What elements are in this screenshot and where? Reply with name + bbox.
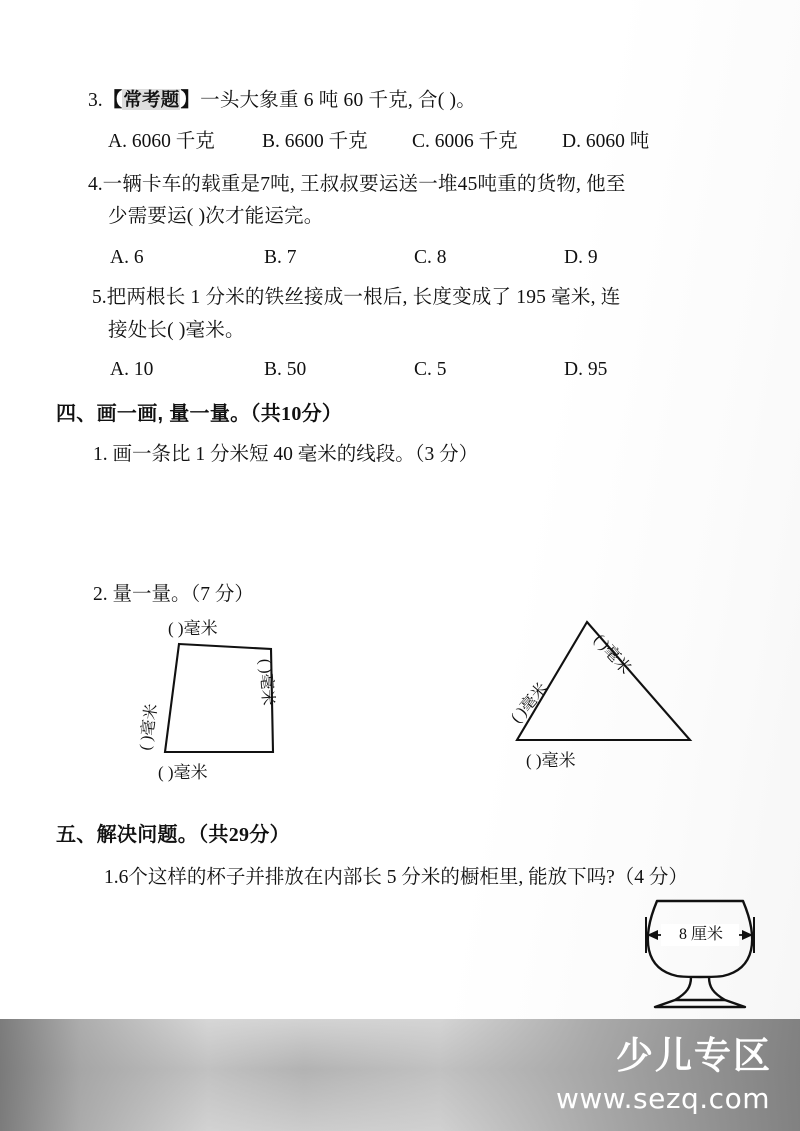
question-3-tag: 常考题 bbox=[123, 89, 180, 110]
question-3-bracket-close: 】 bbox=[180, 90, 201, 111]
trapezoid-figure bbox=[110, 608, 350, 798]
trapezoid-top-label: ( )毫米 bbox=[168, 619, 218, 638]
triangle-left-label: ( )毫米 bbox=[507, 680, 552, 727]
section-five-heading-text: 五、解决问题。 bbox=[56, 824, 199, 846]
question-4-option-d[interactable]: D. 9 bbox=[564, 247, 598, 268]
question-4-option-a[interactable]: A. 6 bbox=[110, 247, 144, 268]
section-five-heading-points: （共29分） bbox=[198, 824, 290, 846]
watermark-url: www.sezq.com bbox=[555, 1082, 770, 1115]
watermark-band bbox=[0, 1019, 800, 1131]
trapezoid-bottom-label: ( )毫米 bbox=[158, 763, 208, 782]
section-four-question-2: 2. 量一量。（7 分） bbox=[93, 584, 254, 605]
section-five-heading bbox=[56, 818, 290, 847]
watermark-logo: 少儿专区 bbox=[616, 1034, 772, 1077]
section-five-question-1: 1.6个这样的杯子并排放在内部长 5 分米的橱柜里, 能放下吗?（4 分） bbox=[104, 867, 688, 888]
question-3-option-c[interactable]: C. 6006 千克 bbox=[412, 131, 518, 152]
question-3-option-b[interactable]: B. 6600 千克 bbox=[262, 131, 368, 152]
question-5-option-c[interactable]: C. 5 bbox=[414, 359, 447, 380]
question-5-stem-line1 bbox=[92, 285, 620, 311]
question-4-number: 4. bbox=[88, 174, 103, 195]
question-3-option-d[interactable]: D. 6060 吨 bbox=[562, 131, 650, 152]
triangle-bottom-label: ( )毫米 bbox=[526, 751, 576, 770]
question-3-stem bbox=[88, 87, 476, 114]
question-4-stem-line1 bbox=[88, 172, 626, 198]
trapezoid-left-label: ( )毫米 bbox=[136, 702, 162, 752]
question-3-bracket-open: 【 bbox=[102, 90, 123, 111]
question-5-stem-line2: 接处长( )毫米。 bbox=[108, 320, 245, 341]
cup-width-label: 8 厘米 bbox=[678, 926, 723, 943]
section-four-question-1: 1. 画一条比 1 分米短 40 毫米的线段。（3 分） bbox=[93, 444, 479, 465]
trapezoid-right-label: ( )毫米 bbox=[256, 658, 277, 707]
section-four-heading-points: （共10分） bbox=[250, 403, 343, 425]
question-4-stem-line2: 少需要运( )次才能运完。 bbox=[108, 206, 324, 227]
question-4-option-c[interactable]: C. 8 bbox=[414, 247, 447, 268]
question-3-number: 3. bbox=[88, 90, 103, 111]
question-5-text-line1: 把两根长 1 分米的铁丝接成一根后, 长度变成了 195 毫米, 连 bbox=[106, 287, 621, 308]
question-5-option-b[interactable]: B. 50 bbox=[264, 359, 307, 380]
section-four-heading bbox=[56, 397, 342, 426]
question-5-number: 5. bbox=[92, 287, 107, 308]
question-5-option-d[interactable]: D. 95 bbox=[564, 359, 608, 380]
cup-figure bbox=[635, 893, 765, 1013]
triangle-right-label: ( )毫米 bbox=[590, 631, 634, 678]
triangle-figure bbox=[490, 608, 720, 788]
section-four-heading-text: 四、画一画, 量一量。 bbox=[56, 403, 251, 425]
question-5-option-a[interactable]: A. 10 bbox=[110, 359, 154, 380]
question-4-option-b[interactable]: B. 7 bbox=[264, 247, 297, 268]
question-3-text: 一头大象重 6 吨 60 千克, 合( )。 bbox=[200, 90, 476, 111]
question-3-option-a[interactable]: A. 6060 千克 bbox=[108, 131, 215, 152]
question-4-text-line1: 一辆卡车的载重是7吨, 王叔叔要运送一堆45吨重的货物, 他至 bbox=[102, 174, 626, 195]
cup-stem bbox=[675, 977, 725, 1000]
